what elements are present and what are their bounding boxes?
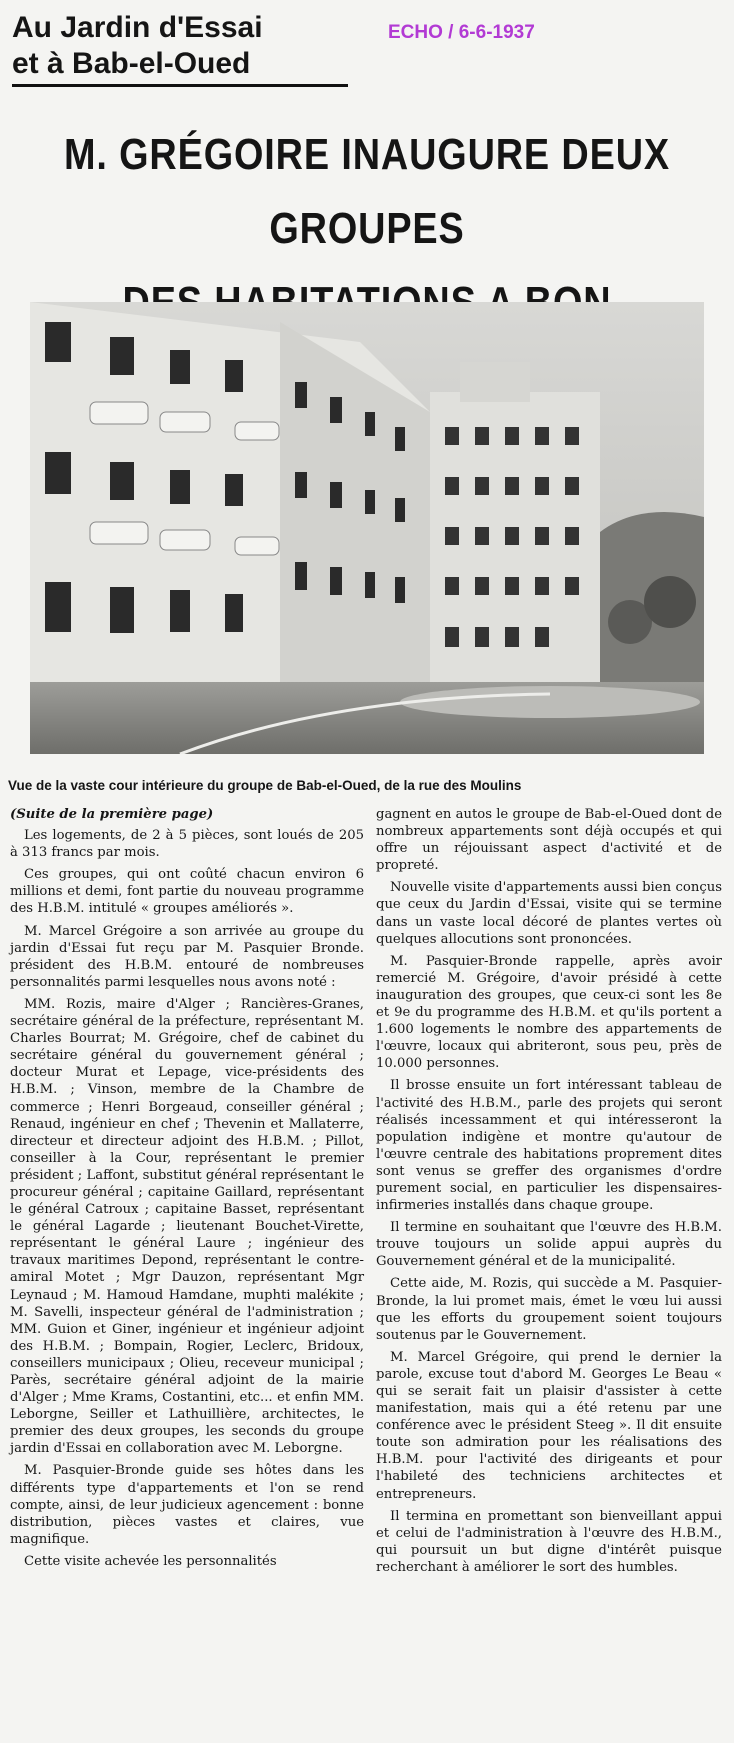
continuation-note: (Suite de la première page) [10,807,214,822]
courtyard-photo [30,302,704,754]
article-paragraph: M. Marcel Grégoire a son arrivée au groupe du jardin d'Essai fut reçu par M. Pasquier Bronde. président des H.B.M. entouré de nombreuses personnalités parmi lesquelles nous avons noté : [10,923,364,990]
kicker-line-2: et à Bab-el-Oued [12,47,251,80]
article-paragraph: Il termina en promettant son bienveillant appui et celui de l'administration à l'œuvre des H.B.M., qui poursuit un but digne d'intérêt puisque recherchant à améliorer le sort des humbles. [376,1508,722,1575]
article-paragraph: M. Pasquier-Bronde rappelle, après avoir remercié M. Grégoire, d'avoir présidé à cette inauguration des groupes, que ceux-ci sont les 8e et 9e du programme des H.B.M. et qu'ils portent a 1.600 logements le nombre des appartements de l'œuvre, locaux qui abriteront, sous peu, près de 10.000 personnes. [376,953,722,1072]
article-paragraph: Les logements, de 2 à 5 pièces, sont loués de 205 à 313 francs par mois. [10,828,364,861]
article-paragraph: MM. Rozis, maire d'Alger ; Rancières-Granes, secrétaire général de la préfecture, représentant M. Charles Bourrat; M. Grégoire, chef de cabinet du secrétaire général du gouvernement général ; docteur Murat et Lepage, vice-présidents des H.B.M. ; Vinson, membre de la Chambre de commerce ; Henri Borgeaud, conseiller général ; Renaud, ingénieur en chef ; Thevenin et Mallaterre, directeur et directeur adjoint des H.B.M. ; Pillot, conseiller à la Cour, représentant le premier président ; Laffont, substitut général représentant le procureur général ; capitaine Gaillard, représentant le général Catroux ; capitaine Basset, représentant le général Lagarde ; lieutenant Bouchet-Virette, représentant le général Laure ; ingénieur des travaux maritimes Depond, représentant le contre-amiral Motet ; Mgr Dauzon, représentant Mgr Leynaud ; M. Hamoud Hamdane, muphti malékite ; M. Savelli, inspecteur général de l'administration ; MM. Guion et Giner, ingénieur et ingénieur adjoint des H.B.M. ; Bompain, Rogier, Leclerc, Bridoux, conseillers municipaux ; Olieu, receveur municipal ; Parès, secrétaire général adjoint de la mairie d'Alger ; Mme Krams, Costantini, etc... et enfin MM. Leborgne, Seiller et Lathuillière, architectes, le premier des deux groupes, les seconds du groupe jardin d'Essai en collaboration avec M. Leborgne. [10,996,364,1457]
article-paragraph: gagnent en autos le groupe de Bab-el-Oued dont de nombreux appartements sont déjà occupés et qui offre un réjouissant aspect d'activité et de propreté. [376,807,722,874]
headline-line-1: M. GRÉGOIRE INAUGURE DEUX GROUPES [64,130,670,253]
kicker-heading [12,10,348,87]
article-paragraph: M. Marcel Grégoire, qui prend le dernier la parole, excuse tout d'abord M. Georges Le Beau « qui se serait fait un plaisir d'assister à cette manifestation, mais qui a été retenu par une conférence avec le président Steeg ». Il dit ensuite toute son admiration pour les réalisations des H.B.M. pour l'activité des dirigeants et pour l'habileté des techniciens architectes et entrepreneurs. [376,1349,722,1502]
article-paragraph: Cette aide, M. Rozis, qui succède a M. Pasquier-Bronde, la lui promet mais, émet le vœu lui aussi que les efforts du groupement soient toujours soutenus par le Gouvernement. [376,1276,722,1343]
article-paragraph: Il termine en souhaitant que l'œuvre des H.B.M. trouve toujours un solide appui auprès du Gouvernement général et de la municipalité. [376,1220,722,1270]
article-paragraph: Ces groupes, qui ont coûté chacun environ 6 millions et demi, font partie du nouveau programme des H.B.M. intitulé « groupes améliorés ». [10,867,364,917]
kicker-line-1: Au Jardin d'Essai [12,11,263,44]
article-paragraph: M. Pasquier-Bronde guide ses hôtes dans les différents type d'appartements et l'on se rend compte, ainsi, de leur judicieux agencement : bonne distribution, pièces vastes et claires, vue magnifique. [10,1463,364,1547]
article-paragraph: Nouvelle visite d'appartements aussi bien conçus que ceux du Jardin d'Essai, visite qui se termine dans un vaste local décoré de plantes vertes où quelques allocutions sont prononcées. [376,880,722,947]
article-paragraph: Cette visite achevée les personnalités [24,1553,277,1569]
source-note: ECHO / 6-6-1937 [388,22,535,43]
article-column-left [10,806,364,1575]
article-paragraph: Il brosse ensuite un fort intéressant tableau de l'activité des H.B.M., parle des projets qui seront réalisés incessamment et qui intéresseront la population indigène et montre qu'autour de l'œuvre centrale des habitations proprement dites sont venus se greffer des organismes d'ordre purement social, en particulier les dispensaires-infirmeries installés dans chaque groupe. [376,1078,722,1214]
building-photo-illustration [30,302,704,754]
article-column-right [376,806,722,1581]
photo-caption: Vue de la vaste cour intérieure du groupe de Bab-el-Oued, de la rue des Moulins [8,778,522,793]
